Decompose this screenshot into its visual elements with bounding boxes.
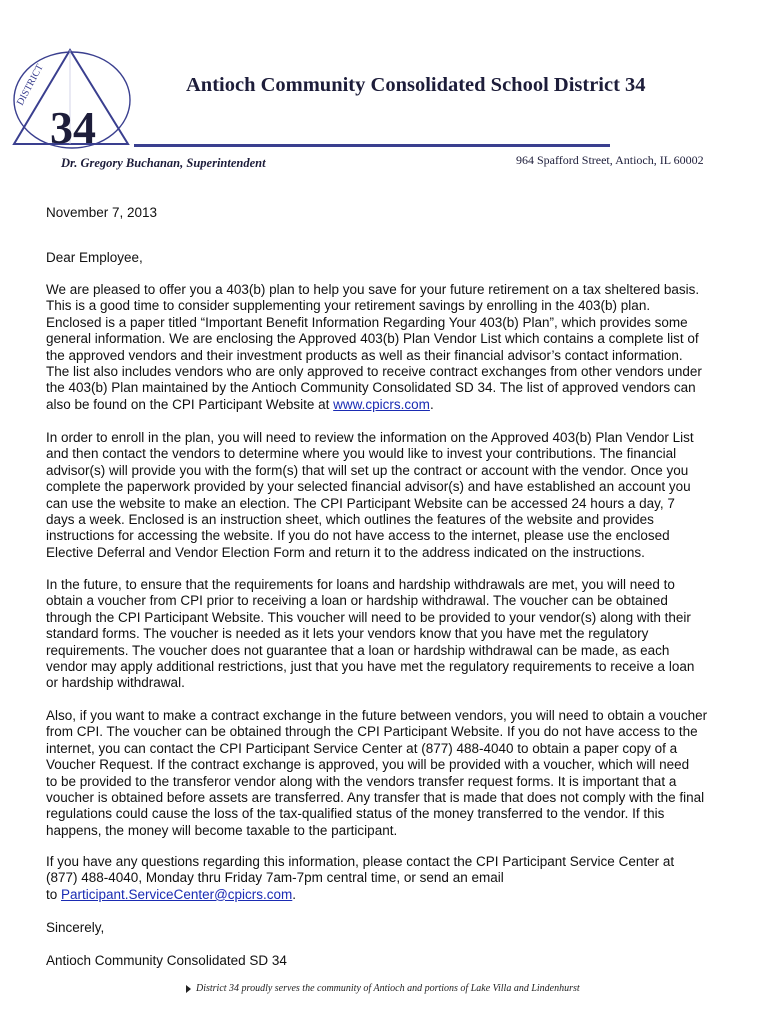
text-line: Voucher Request. If the contract exchange is approved, you will be provided with a voucher, which will need [46,757,690,773]
text-line: obtain a voucher from CPI prior to receiving a loan or hardship withdrawal. The voucher can be obtained [46,593,668,609]
text-line: happens, the money will become taxable to the participant. [46,822,398,838]
letter-closing: Sincerely, [46,920,105,935]
district-title: Antioch Community Consolidated School District 34 [186,74,646,96]
service-center-email-link[interactable]: Participant.ServiceCenter@cpicrs.com [61,886,293,902]
text-line: advisor(s) will provide you with the form(s) that will set up the contract or account with the vendor. Once you [46,462,689,478]
text-line [46,397,736,413]
text-line: can use the website to make an election. The CPI Participant Website can be accessed 24 hours a day, 7 [46,495,675,511]
paragraph-questions [46,854,736,903]
paragraph-contract-exchange [46,708,736,839]
text-line: vendor may apply additional restrictions, just that you have met the regulatory requirements to receive a loan [46,659,695,675]
text-line: or hardship withdrawal. [46,675,185,691]
text-segment: . [292,886,297,902]
paragraph-enrollment [46,430,736,561]
text-line: In the future, to ensure that the requirements for loans and hardship withdrawals are met, you will need to [46,577,675,592]
letter-signoff: Antioch Community Consolidated SD 34 [46,953,287,968]
cpi-website-link[interactable]: www.cpicrs.com [333,396,430,412]
logo-number: 34 [50,102,96,150]
text-line: complete the paperwork provided by your selected financial advisor(s) and have established an account you [46,479,691,495]
text-line: Enclosed is a paper titled “Important Benefit Information Regarding Your 403(b) Plan”, which provides some [46,314,688,330]
text-line: from CPI. The voucher can be obtained through the CPI Participant Website. If you do not have access to the [46,724,698,740]
text-line: (877) 488-4040, Monday thru Friday 7am-7pm central time, or send an email [46,870,504,886]
text-line: internet, you can contact the CPI Participant Service Center at (877) 488-4040 to obtain a paper copy of a [46,740,678,756]
text-line: We are pleased to offer you a 403(b) plan to help you save for your future retirement on a tax sheltered basis. [46,282,700,297]
page-footer [186,983,580,994]
text-line: the approved vendors and their investment products as well as their financial advisor’s contact information. [46,347,683,363]
footer-text: District 34 proudly serves the community of Antioch and portions of Lake Villa and Lindenhurst [196,983,580,994]
text-segment: also be found on the CPI Participant Website at [46,396,334,412]
triangle-bullet-icon [186,985,191,993]
text-segment: to [46,886,62,902]
letter-greeting: Dear Employee, [46,250,143,265]
text-line: In order to enroll in the plan, you will need to review the information on the Approved 403(b) Plan Vendor List [46,430,694,445]
text-line: Also, if you want to make a contract exchange in the future between vendors, you will need to obtain a voucher [46,708,708,723]
text-line: the 403(b) Plan maintained by the Antioch Community Consolidated SD 34. The list of approved vendors can [46,380,696,396]
letter-date: November 7, 2013 [46,205,158,220]
text-line: If you have any questions regarding this information, please contact the CPI Participant Service Center at [46,854,675,869]
text-line: through the CPI Participant Website. This voucher will need to be provided to your vendor(s) along with their [46,609,691,625]
header-divider [134,144,610,147]
text-line: This is a good time to consider supplementing your retirement savings by enrolling in the 403(b) plan. [46,298,651,314]
text-line: standard forms. The voucher is needed as it lets your vendors know that you have met the regulatory [46,626,649,642]
text-line: requirements. The voucher does not guarantee that a loan or hardship withdrawal can be made, as each [46,642,670,658]
text-line: voucher is obtained before assets are transferred. Any transfer that is made that does not comply with the final [46,790,705,806]
paragraph-plan-intro [46,282,736,413]
text-line: The list also includes vendors who are only approved to receive contract exchanges from other vendors under [46,364,702,380]
text-line: Elective Deferral and Vendor Election Form and return it to the address indicated on the instructions. [46,544,645,560]
district-address: 964 Spafford Street, Antioch, IL 60002 [516,153,704,167]
superintendent-name: Dr. Gregory Buchanan, Superintendent [61,156,266,170]
paragraph-loans-hardship [46,577,736,692]
logo-district-text: DISTRICT [14,62,46,108]
text-line: general information. We are enclosing the Approved 403(b) Plan Vendor List which contains a complete list of [46,331,699,347]
text-line: days a week. Enclosed is an instruction sheet, which outlines the features of the website and provides [46,512,654,528]
district-34-logo [10,44,132,150]
text-line: to be provided to the transferor vendor along with the vendors transfer request forms. It is important that a [46,773,677,789]
text-line [46,887,736,903]
text-line: and then contact the vendors to determine where you would like to invest your contributions. The financial [46,446,677,462]
text-line: regulations could cause the loss of the tax-qualified status of the money transferred to the vendor. If this [46,806,665,822]
text-line: instructions for accessing the website. If you do not have access to the internet, please use the enclosed [46,528,670,544]
text-segment: . [429,396,434,412]
